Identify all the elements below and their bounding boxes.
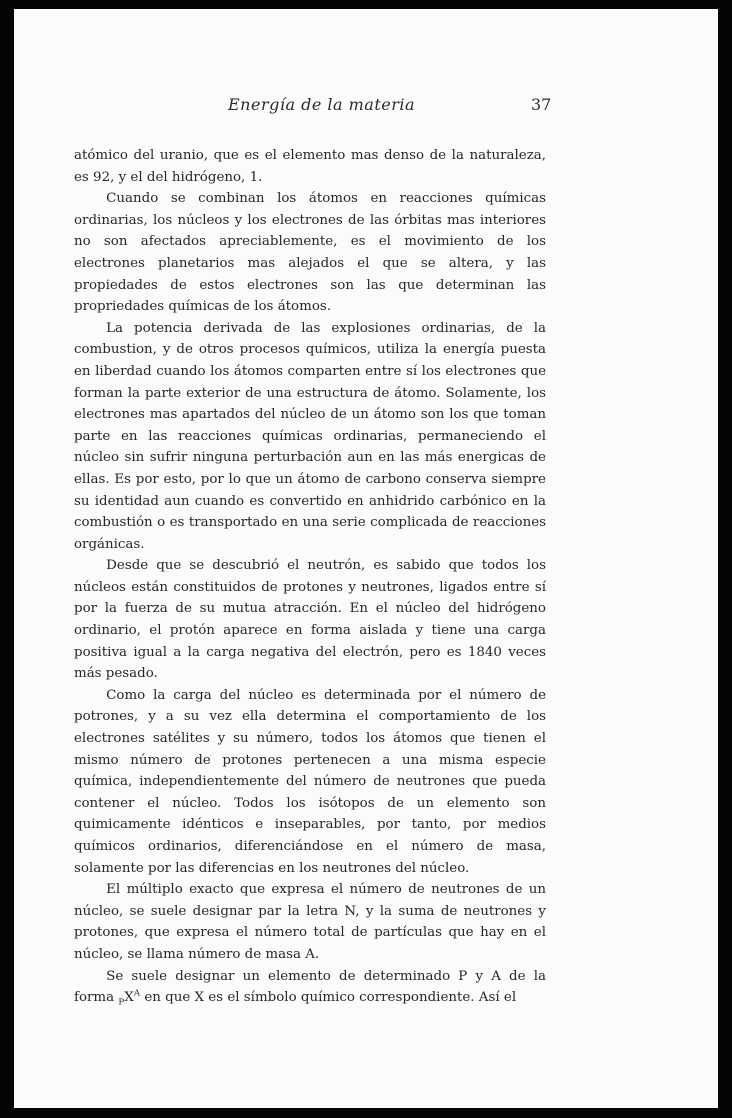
paragraph: Desde que se descubrió el neutrón, es sabido que todos los núcleos están constituidos de protones y neutrones, ligados entre sí por la fuerza de su mutua atracción. En el núcleo del hidrógeno ordinario, el protón aparece en forma aislada y tiene una carga positiva igual a la carga negativa del electrón, pero es 1840 veces más pesado. bbox=[74, 558, 546, 682]
book-page bbox=[14, 9, 718, 1108]
notation-subscript: P bbox=[118, 997, 125, 1008]
notation-text-after: en que X es el símbolo químico correspondiente. Así el bbox=[140, 990, 517, 1006]
page-number: 37 bbox=[531, 95, 552, 114]
paragraph: Como la carga del núcleo es determinada por el número de potrones, y a su vez ella determina el comportamiento de los electrones satélites y su número, todos los átomos que tienen el mismo número de protones pertenecen a una misma especie química, independientemente del número de neutrones que pueda contener el núcleo. Todos los isótopos de un elemento son quimicamente idénticos e inseparables, por tanto, por medios químicos ordinarios, diferenciándose en el número de masa, solamente por las diferencias en los neutrones del núcleo. bbox=[74, 687, 546, 876]
paragraph: El múltiplo exacto que expresa el número de neutrones de un núcleo, se suele designar par la letra N, y la suma de neutrones y protones, que expresa el número total de partículas que hay en el núcleo, se llama número de masa A. bbox=[74, 882, 546, 962]
notation-symbol: X bbox=[124, 990, 134, 1006]
paragraph: Cuando se combinan los átomos en reacciones químicas ordinarias, los núcleos y los electrones de las órbitas mas interiores no son afectados apreciablemente, es el movimiento de los electrones planetarios mas alejados el que se altera, y las propiedades de estos electrones son las que determinan las propriedades químicas de los átomos. bbox=[74, 191, 546, 315]
paragraph: La potencia derivada de las explosiones ordinarias, de la combustion, y de otros procesos químicos, utiliza la energía puesta en liberdad cuando los átomos comparten entre sí los electrones que forman la parte exterior de una estructura de átomo. Solamente, los electrones mas apartados del núcleo de un átomo son los que toman parte en las reacciones químicas ordinarias, permaneciendo el núcleo sin sufrir ninguna perturbación aun en las más energicas de ellas. Es por esto, por lo que un átomo de carbono conserva siempre su identidad aun cuando es convertido en anhidrido carbónico en la combustión o es transportado en una serie complicada de reacciones orgánicas. bbox=[74, 320, 546, 552]
notation-superscript: A bbox=[133, 988, 141, 999]
page-header bbox=[14, 95, 718, 119]
running-title: Energía de la materia bbox=[228, 95, 416, 114]
paragraph-notation bbox=[74, 966, 546, 1009]
paragraph: atómico del uranio, que es el elemento mas denso de la naturaleza, es 92, y el del hidrógeno, 1. bbox=[74, 148, 546, 185]
notation-text-before: Se suele designar un elemento de determinado P y A de la forma bbox=[74, 968, 546, 1006]
body-text bbox=[74, 145, 546, 1009]
